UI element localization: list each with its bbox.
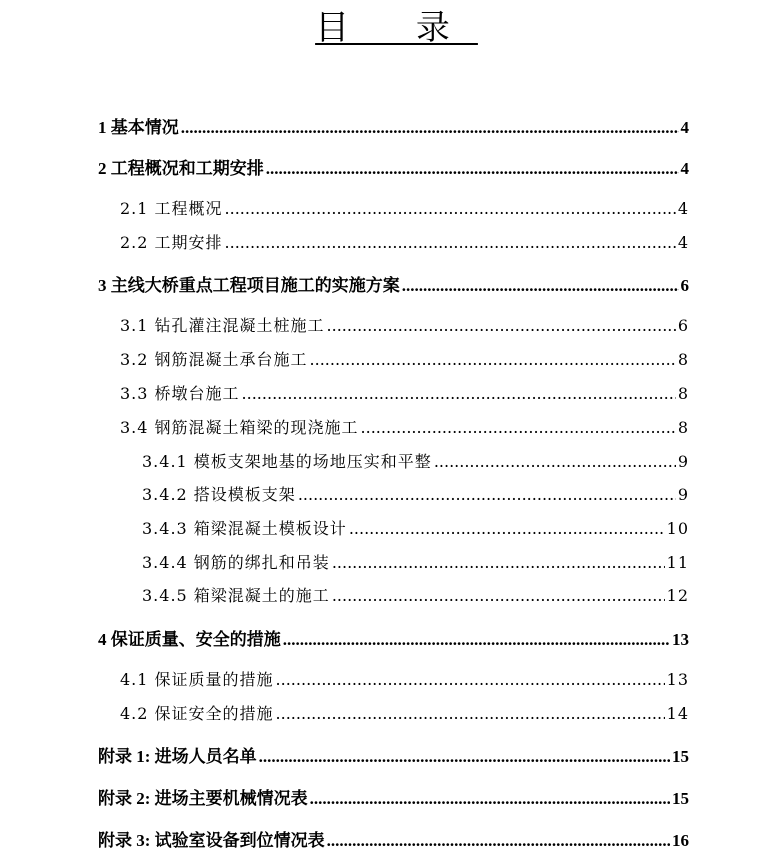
toc-entry-page: 8 bbox=[677, 350, 689, 369]
toc-entry-page: 13 bbox=[672, 630, 689, 649]
toc-entry-page: 15 bbox=[672, 789, 689, 808]
toc-entry-4[interactable] bbox=[98, 625, 689, 650]
toc-entry-page: 12 bbox=[666, 586, 689, 605]
toc-entry-page: 8 bbox=[677, 418, 689, 437]
toc-entry-label: 1 基本情况 bbox=[98, 118, 179, 137]
toc-entry-label: 4.2 保证安全的措施 bbox=[120, 704, 274, 723]
toc-entry-label: 3.1 钻孔灌注混凝土桩施工 bbox=[120, 316, 325, 335]
toc-entry-label: 3.4 钢筋混凝土箱梁的现浇施工 bbox=[120, 418, 359, 437]
dot-leader bbox=[225, 233, 676, 252]
dot-leader bbox=[327, 831, 670, 851]
toc-entry-label: 3.4.1 模板支架地基的场地压实和平整 bbox=[142, 452, 432, 471]
toc-entry-3-4-1[interactable] bbox=[142, 449, 689, 472]
toc-entry-2[interactable] bbox=[98, 154, 689, 179]
toc-entry-page: 6 bbox=[677, 316, 689, 335]
toc-entry-label: 2 工程概况和工期安排 bbox=[98, 159, 264, 178]
toc-entry-3[interactable] bbox=[98, 271, 689, 296]
toc-entry-label: 3.4.5 箱梁混凝土的施工 bbox=[142, 586, 330, 605]
toc-entry-label: 2.1 工程概况 bbox=[120, 199, 223, 218]
toc-entry-appendix-2[interactable] bbox=[98, 784, 689, 809]
toc-entry-3-1[interactable] bbox=[120, 313, 689, 336]
dot-leader bbox=[266, 159, 679, 179]
toc-entry-3-4-4[interactable] bbox=[142, 550, 689, 573]
toc-entry-label: 3.3 桥墩台施工 bbox=[120, 384, 240, 403]
dot-leader bbox=[181, 118, 679, 138]
toc-entry-page: 4 bbox=[680, 118, 689, 137]
toc-entry-label: 3 主线大桥重点工程项目施工的实施方案 bbox=[98, 276, 400, 295]
toc-entry-page: 4 bbox=[677, 233, 689, 252]
dot-leader bbox=[276, 704, 665, 723]
dot-leader bbox=[434, 452, 676, 471]
toc-entry-3-4-5[interactable] bbox=[142, 583, 689, 606]
page-title: 目 录 bbox=[315, 8, 478, 48]
toc-entry-4-2[interactable] bbox=[120, 701, 689, 724]
toc-entry-3-4-2[interactable] bbox=[142, 482, 689, 505]
toc-entry-page: 13 bbox=[666, 670, 689, 689]
dot-leader bbox=[402, 276, 679, 296]
toc-entry-2-1[interactable] bbox=[120, 196, 689, 219]
toc-entry-3-4-3[interactable] bbox=[142, 516, 689, 539]
dot-leader bbox=[242, 384, 676, 403]
toc-entry-page: 16 bbox=[672, 831, 689, 850]
toc-entry-label: 2.2 工期安排 bbox=[120, 233, 223, 252]
toc-entry-page: 4 bbox=[680, 159, 689, 178]
toc-entry-label: 3.2 钢筋混凝土承台施工 bbox=[120, 350, 308, 369]
dot-leader bbox=[276, 670, 665, 689]
toc-entry-page: 9 bbox=[677, 452, 689, 471]
toc-entry-label: 3.4.2 搭设模板支架 bbox=[142, 485, 296, 504]
toc-entry-label: 3.4.3 箱梁混凝土模板设计 bbox=[142, 519, 347, 538]
toc-entry-page: 8 bbox=[677, 384, 689, 403]
dot-leader bbox=[349, 519, 665, 538]
toc-entry-page: 15 bbox=[672, 747, 689, 766]
toc-entry-label: 3.4.4 钢筋的绑扎和吊装 bbox=[142, 553, 330, 572]
toc-entry-2-2[interactable] bbox=[120, 230, 689, 253]
dot-leader bbox=[310, 789, 670, 809]
dot-leader bbox=[332, 553, 665, 572]
toc-entry-4-1[interactable] bbox=[120, 667, 689, 690]
dot-leader bbox=[283, 630, 670, 650]
toc-entry-page: 6 bbox=[680, 276, 689, 295]
toc-entry-3-3[interactable] bbox=[120, 381, 689, 404]
dot-leader bbox=[327, 316, 676, 335]
toc-entry-3-4[interactable] bbox=[120, 415, 689, 438]
toc-entry-page: 11 bbox=[666, 553, 689, 572]
toc-entry-label: 4 保证质量、安全的措施 bbox=[98, 630, 281, 649]
toc-entry-appendix-3[interactable] bbox=[98, 826, 689, 851]
toc-entry-label: 附录 2: 进场主要机械情况表 bbox=[98, 789, 308, 808]
toc-entry-page: 9 bbox=[677, 485, 689, 504]
toc-entry-1[interactable] bbox=[98, 113, 689, 138]
dot-leader bbox=[361, 418, 676, 437]
dot-leader bbox=[310, 350, 676, 369]
toc-entry-page: 4 bbox=[677, 199, 689, 218]
dot-leader bbox=[259, 747, 670, 767]
toc-entry-3-2[interactable] bbox=[120, 347, 689, 370]
dot-leader bbox=[332, 586, 665, 605]
dot-leader bbox=[298, 485, 676, 504]
toc-entry-label: 附录 3: 试验室设备到位情况表 bbox=[98, 831, 325, 850]
toc-entry-label: 附录 1: 进场人员名单 bbox=[98, 747, 257, 766]
toc-entry-page: 14 bbox=[666, 704, 689, 723]
toc-entry-appendix-1[interactable] bbox=[98, 742, 689, 767]
dot-leader bbox=[225, 199, 676, 218]
toc-entry-label: 4.1 保证质量的措施 bbox=[120, 670, 274, 689]
toc-entry-page: 10 bbox=[666, 519, 689, 538]
